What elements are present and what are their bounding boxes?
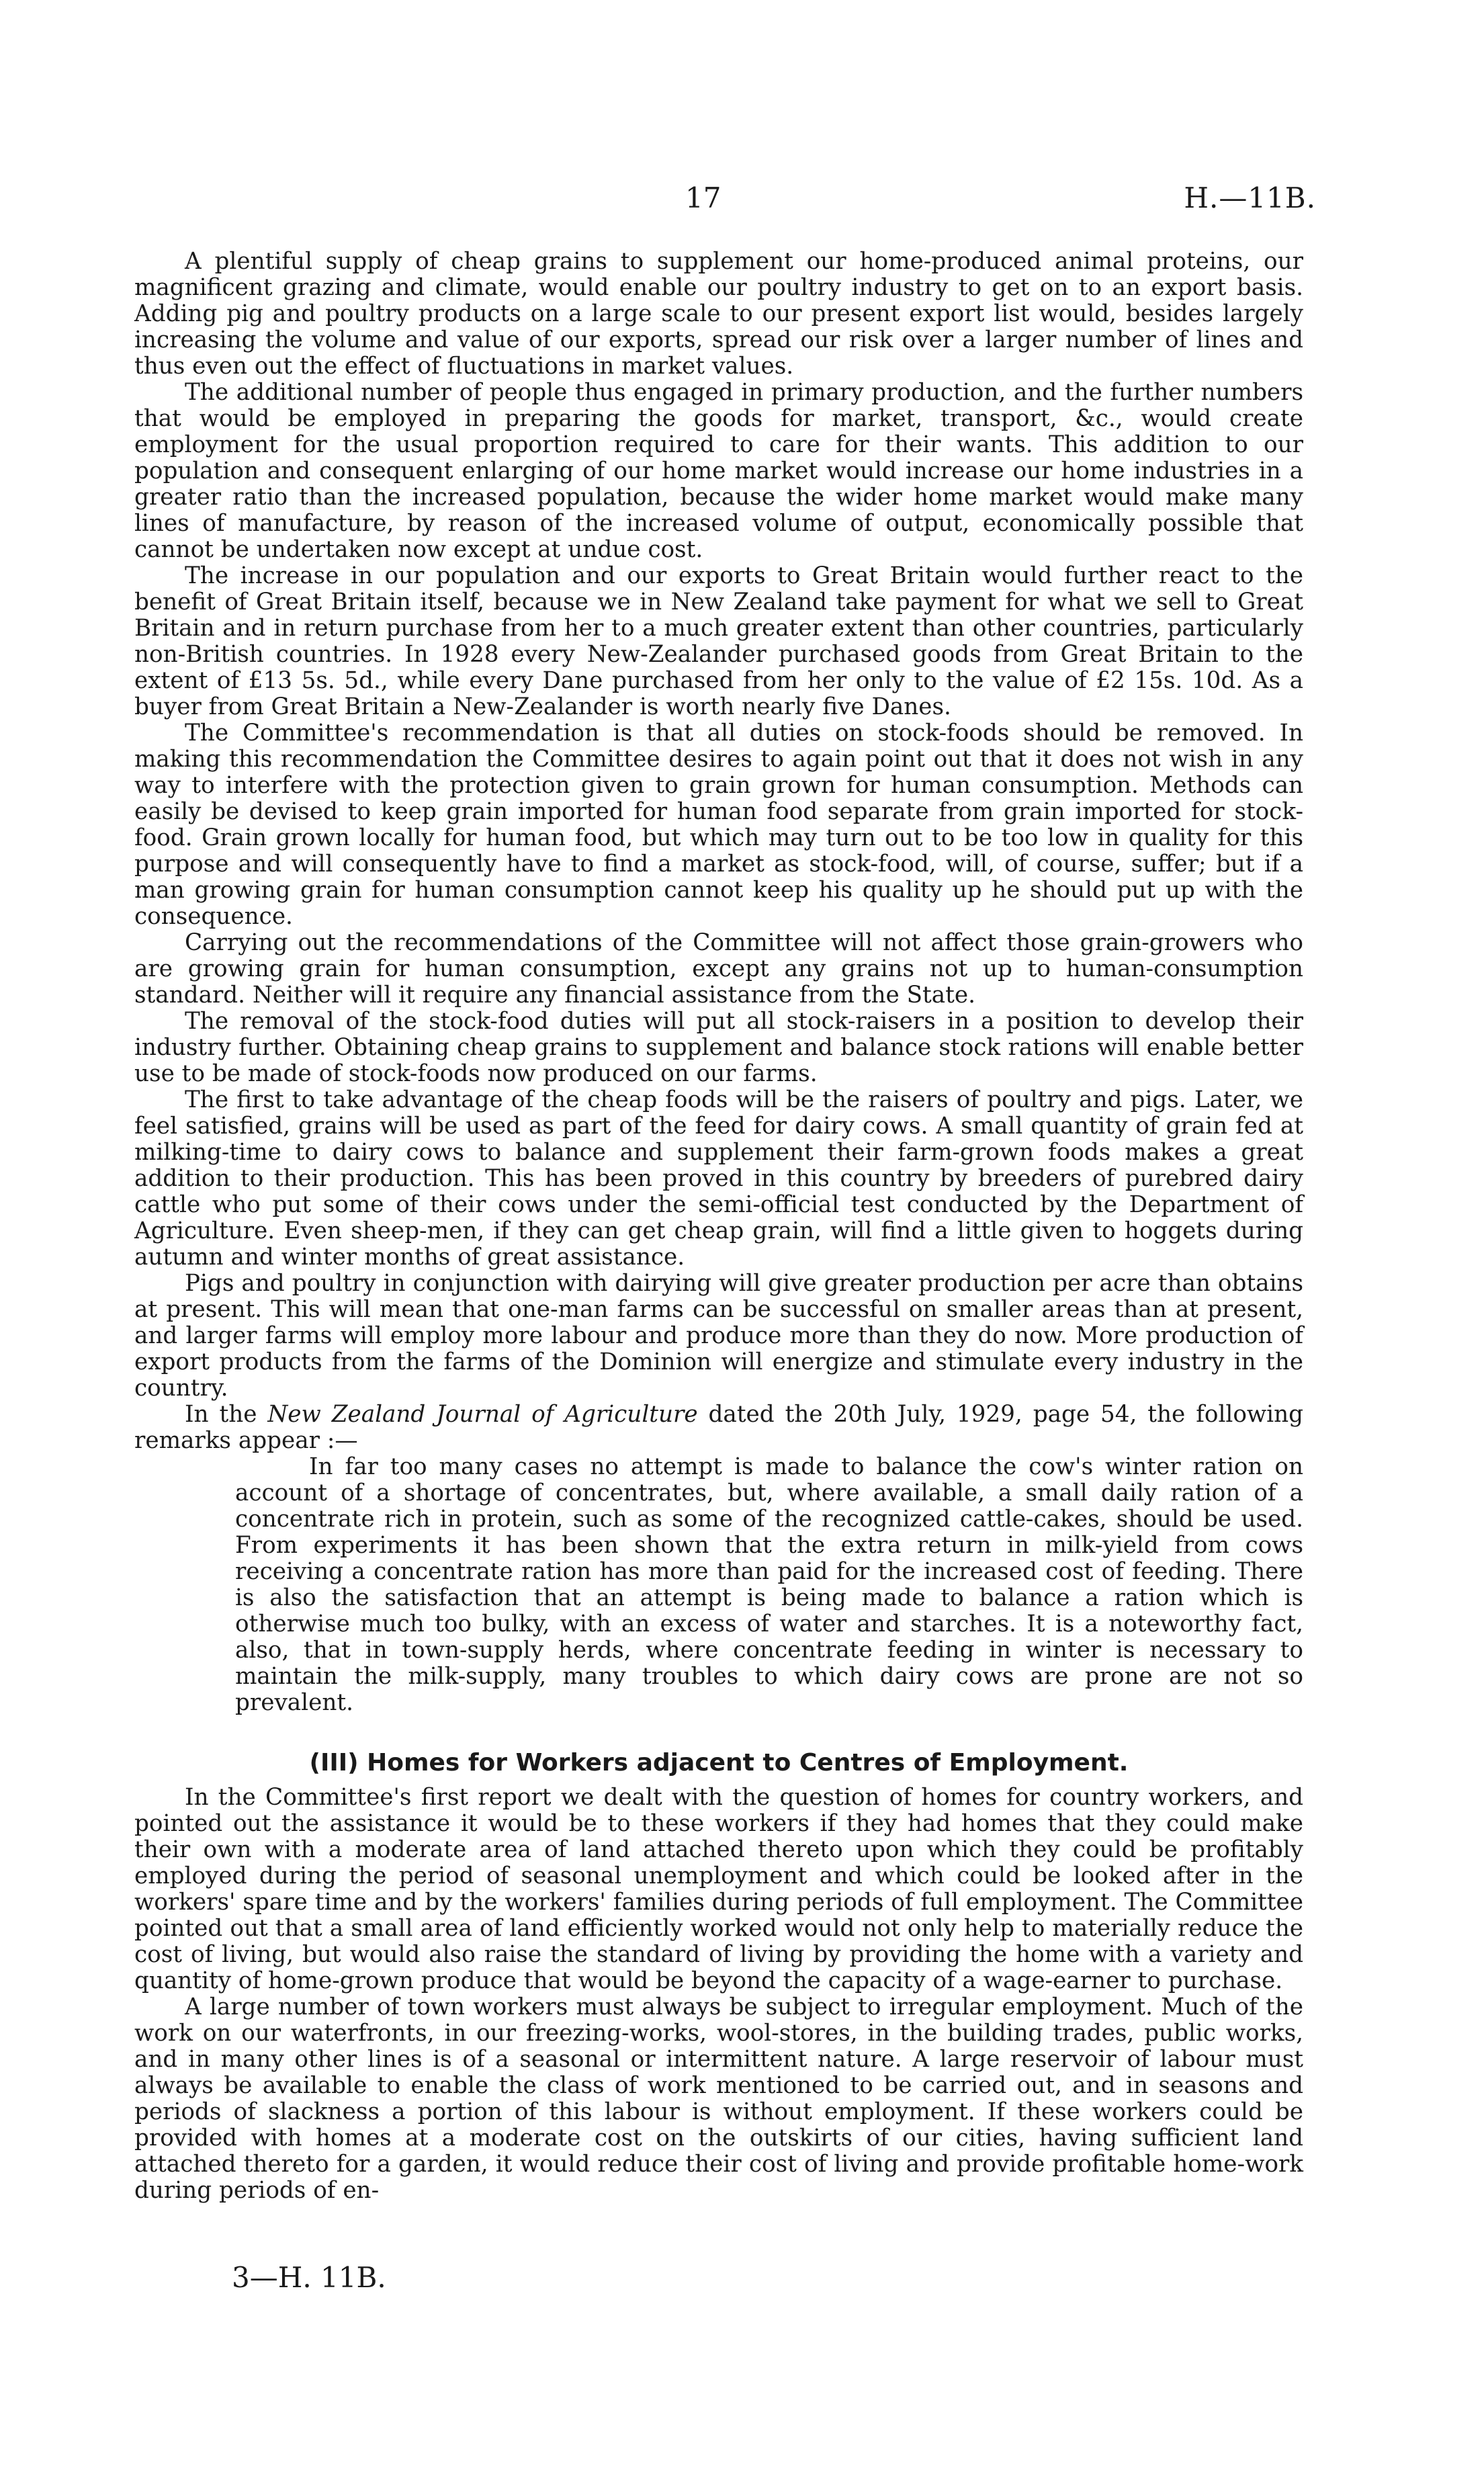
document-body — [134, 249, 1303, 2204]
journal-paragraph — [134, 1402, 1303, 1454]
journal-title: New Zealand Journal of Agriculture — [267, 1401, 698, 1428]
signature-mark: 3—H. 11B. — [232, 2261, 386, 2294]
paragraph: The first to take advantage of the cheap foods will be the raisers of poultry and pigs. Later, we feel satisfied, grains will be used as part of the feed for dairy cows. A small quantity of grain fed at milking-time to dairy cows to balance and supplement their farm-grown foods makes a great addition to their production. This has been proved in this country by breeders of purebred dairy cattle who put some of their cows under the semi-official test conducted by the Department of Agriculture. Even sheep-men, if they can get cheap grain, will find a little given to hoggets during autumn and winter months of great assistance. — [134, 1086, 1303, 1271]
page-number: 17 — [685, 181, 722, 214]
journal-text-after: dated the 20th July, 1929, page 54, the following remarks appear :— — [134, 1401, 1304, 1454]
paragraph: The removal of the stock-food duties will put all stock-raisers in a position to develop their industry further. Obtaining cheap grains to supplement and balance stock rations will enable better use to be made of stock-foods now produced on our farms. — [134, 1008, 1303, 1087]
journal-text-before: In the — [185, 1401, 268, 1428]
document-reference: H.—11B. — [1184, 181, 1316, 214]
block-quote: In far too many cases no attempt is made to balance the cow's winter ration on account of a shortage of concentrates, but, where available, a small daily ration of a concentrate rich in protein, such as some of the recognized cattle-cakes, should be used. From experiments it has been shown that the extra return in milk-yield from cows receiving a concentrate ration has more than paid for the increased cost of feeding. There is also the satisfaction that an attempt is being made to balance a ration which is otherwise much too bulky, with an excess of water and starches. It is a noteworthy fact, also, that in town-supply herds, where concentrate feeding in winter is necessary to maintain the milk-supply, many troubles to which dairy cows are prone are not so prevalent. — [235, 1453, 1303, 1716]
paragraph: Carrying out the recommendations of the Committee will not affect those grain-growers who are growing grain for human consumption, except any grains not up to human-consumption standard. Neither will it require any financial assistance from the State. — [134, 929, 1303, 1009]
paragraph: The Committee's recommendation is that all duties on stock-foods should be removed. In making this recommendation the Committee desires to again point out that it does not wish in any way to interfere with the protection given to grain grown for human consumption. Methods can easily be devised to keep grain imported for human food separate from grain imported for stock-food. Grain grown locally for human food, but which may turn out to be too low in quality for this purpose and will consequently have to find a market as stock-food, will, of course, suffer; but if a man growing grain for human consumption cannot keep his quality up he should put up with the consequence. — [134, 720, 1303, 930]
paragraph: Pigs and poultry in conjunction with dairying will give greater production per acre than obtains at present. This will mean that one-man farms can be successful on smaller areas than at present, and larger farms will employ more labour and produce more than they do now. More production of export products from the farms of the Dominion will energize and stimulate every industry in the country. — [134, 1270, 1303, 1402]
paragraph: The increase in our population and our exports to Great Britain would further react to the benefit of Great Britain itself, because we in New Zealand take payment for what we sell to Great Britain and in return purchase from her to a much greater extent than other countries, particularly non-British countries. In 1928 every New-Zealander purchased goods from Great Britain to the extent of £13 5s. 5d., while every Dane purchased from her only to the value of £2 15s. 10d. As a buyer from Great Britain a New-Zealander is worth nearly five Danes. — [134, 562, 1303, 720]
paragraph: A large number of town workers must always be subject to irregular employment. Much of the work on our waterfronts, in our freezing-works, wool-stores, in the building trades, public works, and in many other lines is of a seasonal or intermittent nature. A large reservoir of labour must always be available to enable the class of work mentioned to be carried out, and in seasons and periods of slackness a portion of this labour is without employment. If these workers could be provided with homes at a moderate cost on the outskirts of our cities, having sufficient land attached thereto for a garden, it would reduce their cost of living and provide profitable home-work during periods of en- — [134, 1994, 1303, 2204]
paragraph: The additional number of people thus engaged in primary production, and the further numbers that would be employed in preparing the goods for market, transport, &c., would create employment for the usual proportion required to care for their wants. This addition to our population and consequent enlarging of our home market would increase our home industries in a greater ratio than the increased population, because the wider home market would make many lines of manufacture, by reason of the increased volume of output, economically possible that cannot be undertaken now except at undue cost. — [134, 379, 1303, 563]
section-heading: (III) Homes for Workers adjacent to Centres of Employment. — [309, 1749, 1129, 1777]
paragraph: A plentiful supply of cheap grains to supplement our home-produced animal proteins, our magnificent grazing and climate, would enable our poultry industry to get on to an export basis. Adding pig and poultry products on a large scale to our present export list would, besides largely increasing the volume and value of our exports, spread our risk over a larger number of lines and thus even out the effect of fluctuations in market values. — [134, 248, 1303, 380]
paragraph: In the Committee's first report we dealt with the question of homes for country workers, and pointed out the assistance it would be to these workers if they had homes that they could make their own with a moderate area of land attached thereto upon which they could be profitably employed during the period of seasonal unemployment and which could be looked after in the workers' spare time and by the workers' families during periods of full employment. The Committee pointed out that a small area of land efficiently worked would not only help to materially reduce the cost of living, but would also raise the standard of living by providing the home with a variety and quantity of home-grown produce that would be beyond the capacity of a wage-earner to purchase. — [134, 1784, 1303, 1994]
